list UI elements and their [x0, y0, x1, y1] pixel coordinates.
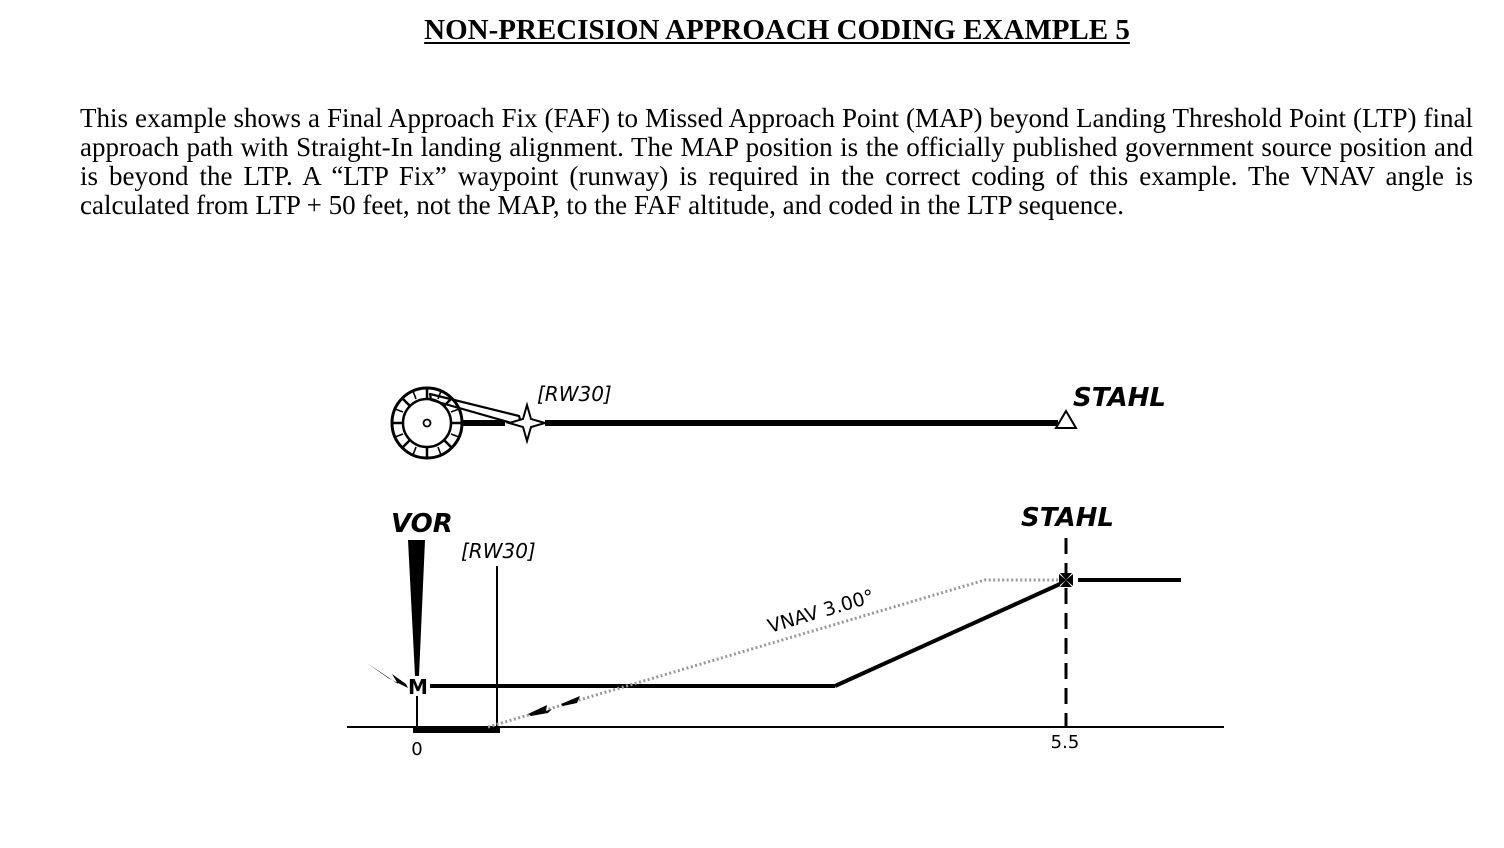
navaid-label: VOR — [391, 509, 453, 539]
vnav-path — [488, 580, 1058, 727]
page-title: NON-PRECISION APPROACH CODING EXAMPLE 5 — [424, 14, 1130, 46]
description-paragraph: This example shows a Final Approach Fix (FAF) to Missed Approach Point (MAP) beyond Landing Threshold Point (LTP) final approach path with Straight-In landing alignment. The MAP position is the officially published government source position and is beyond the LTP. A “LTP Fix” waypoint (runway) is required in the correct coding of this example. The VNAV angle is calculated from LTP + 50 feet, not the MAP, to the FAF altitude, and coded in the LTP sequence. — [80, 103, 1473, 220]
fix-triangle-icon — [1056, 411, 1076, 428]
profile-runway-label: [RW30] — [461, 539, 536, 563]
missed-approach-arrow-icon — [367, 663, 408, 688]
runway-waypoint-icon — [509, 405, 545, 441]
vnav-arrow-icon-2 — [561, 696, 580, 706]
faf-cross-icon — [1059, 573, 1073, 587]
vor-station-marker — [408, 540, 425, 676]
profile-view — [347, 503, 1224, 760]
profile-fix-label: STAHL — [1021, 503, 1114, 533]
distance-start-label: 0 — [411, 739, 423, 760]
plan-runway-label: [RW30] — [537, 382, 612, 406]
vnav-label: VNAV 3.00° — [765, 585, 877, 638]
plan-view — [392, 382, 1166, 458]
plan-fix-label: STAHL — [1073, 383, 1166, 413]
distance-fix-label: 5.5 — [1050, 732, 1080, 753]
map-marker: M — [408, 675, 428, 699]
vnav-arrow-icon — [528, 705, 552, 716]
